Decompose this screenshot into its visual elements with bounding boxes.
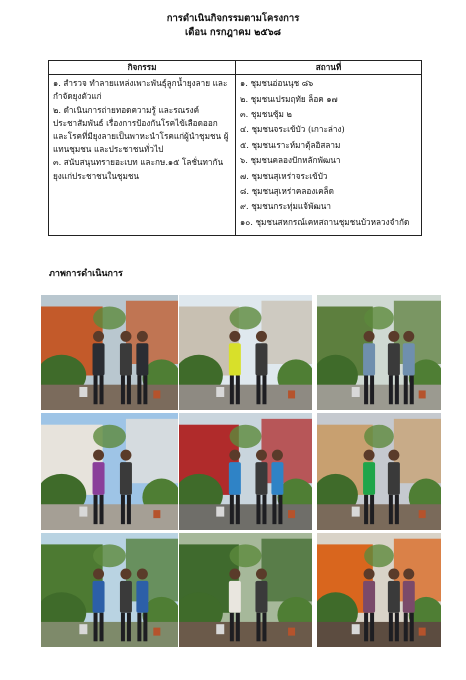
location-item: ๘. ชุมชนสุเหร่าคลองเคล็ด [240, 185, 334, 196]
activity-photo [317, 295, 441, 410]
activity-item: ๓. สนับสนุนทรายอะเบท และกษ.๑๕ โลชั่นทากันยุงแก่ประชาชนในชุมชน [53, 157, 224, 181]
page-title: การดำเนินกิจกรรมตามโครงการ [166, 13, 300, 24]
photos-heading: ภาพการดำเนินการ [49, 269, 123, 279]
activity-photo [179, 295, 312, 410]
page-header [0, 12, 466, 40]
location-item: ๕. ชุมชนเราะห์มาตุ้ลอิสลาม [240, 139, 341, 150]
activity-photo [41, 413, 178, 530]
activity-item: ๒. ดำเนินการถ่ายทอดความรู้ และรณรงค์ ประชาสัมพันธ์ เรื่องการป้องกันโรคไข้เลือดออก และโรคที่มียุงลายเป็นพาหะนำโรคแก่ผู้นำชุมชน ผู้แทนชุมชน และประชาชนทั่วไป [53, 104, 229, 155]
location-item: ๗. ชุมชนสุเหร่าจระเข้บัว [240, 170, 328, 181]
location-item: ๓. ชุมชนซุ้ม ๒ [240, 108, 292, 119]
activity-photo [179, 533, 312, 647]
activity-item: ๑. สำรวจ ทำลายแหล่งเพาะพันธุ์ลูกน้ำยุงลาย และกำจัดยุงตัวแก่ [53, 78, 228, 102]
column-header-activity: กิจกรรม [49, 61, 236, 75]
location-item: ๑. ชุมชนอ่อนนุช ๘๖ [240, 78, 314, 89]
location-item: ๔. ชุมชนจระเข้บัว (เกาะล่าง) [240, 124, 345, 135]
activity-photo [317, 533, 441, 647]
activity-photo [317, 413, 441, 530]
activity-photo [41, 295, 178, 410]
activity-cell [49, 75, 236, 236]
activity-photo [41, 533, 178, 647]
page-subtitle: เดือน กรกฎาคม ๒๕๖๘ [185, 27, 281, 38]
column-header-location: สถานที่ [236, 61, 422, 75]
location-item: ๖. ชุมชนคลองปักหลักพัฒนา [240, 155, 341, 166]
location-item: ๒. ชุมชนเปรมฤทัย ล็อค ๑๗ [240, 93, 338, 104]
location-item: ๑๐. ชุมชนสหกรณ์เคหสถานชุมชนบ้วหลวงจำกัด [240, 216, 410, 227]
location-item: ๙. ชุมชนกระทุ่มแจ้พัฒนา [240, 201, 331, 212]
activity-table [48, 60, 422, 236]
location-cell [236, 75, 422, 236]
activity-photo [179, 413, 312, 530]
